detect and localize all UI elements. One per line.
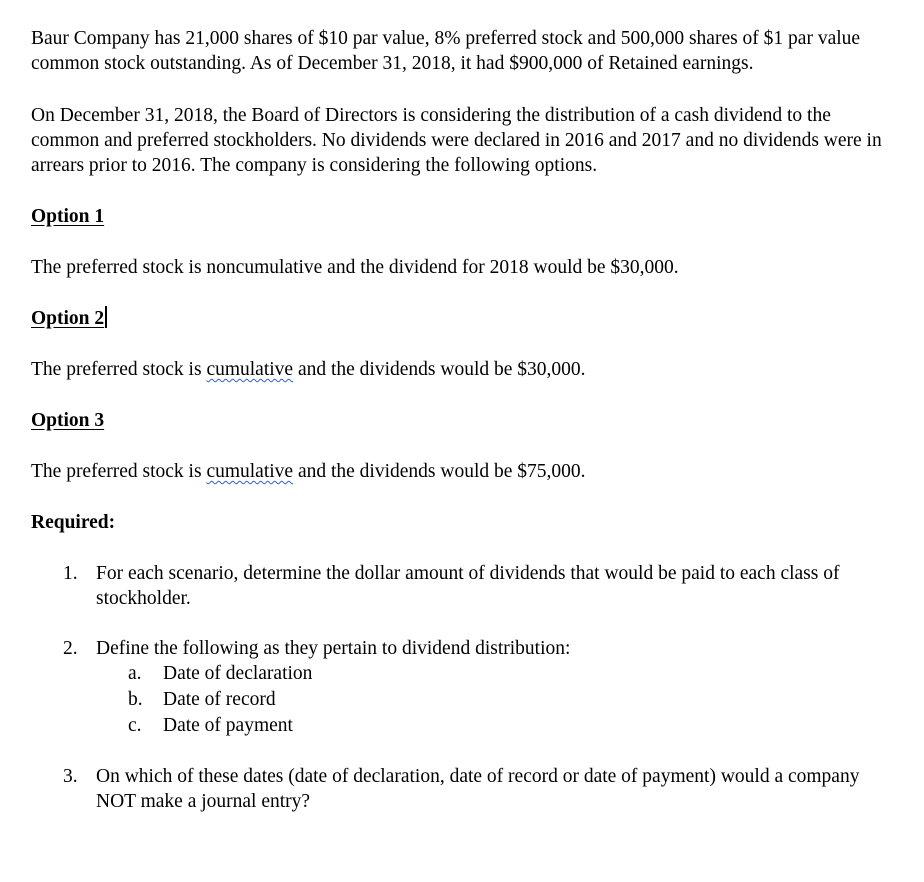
option-3-text [31,459,893,484]
spellcheck-flagged-word[interactable]: cumulative [206,461,294,482]
required-item-1 [31,561,893,611]
required-item-2 [31,636,893,739]
sub-item-b-text: Date of record [163,689,276,710]
required-item-3-text: On which of these dates (date of declaration, date of record or date of payment) would a company NOT make a journal entry? [96,766,860,812]
sub-item-a-text: Date of declaration [163,663,313,684]
required-item-2-text: Define the following as they pertain to dividend distribution: [96,638,571,659]
required-list [31,561,893,814]
option-1-text: The preferred stock is noncumulative and the dividend for 2018 would be $30,000. [31,257,679,278]
spellcheck-flagged-word[interactable]: cumulative [206,359,294,380]
list-letter: a. [128,663,142,684]
option-1-heading: Option 1 [31,206,105,227]
list-letter: c. [128,715,142,736]
option-2-heading: Option 2 [31,308,105,329]
sub-item-a [96,661,893,687]
intro-paragraph: Baur Company has 21,000 shares of $10 par value, 8% preferred stock and 500,000 shares of $1 par value common stock outstanding. As of December 31, 2018, it had $900,000 of Retained earnings. [31,28,861,74]
list-letter: b. [128,689,143,710]
option-3-heading: Option 3 [31,410,105,431]
sub-item-b [96,687,893,713]
date-definitions-list [96,661,893,739]
document-body[interactable] [31,26,893,814]
text-cursor [105,306,107,328]
required-item-1-text: For each scenario, determine the dollar amount of dividends that would be paid to each class of stockholder. [96,563,840,609]
context-paragraph: On December 31, 2018, the Board of Directors is considering the distribution of a cash dividend to the common and preferred stockholders. No dividends were declared in 2016 and 2017 and no dividends were in arrears prior to 2016. The company is considering the following options. [31,105,882,176]
required-heading: Required: [31,512,116,533]
option-2-text [31,357,893,382]
option-3-text-after: and the dividends would be $75,000. [293,461,586,482]
option-2-text-before: The preferred stock is [31,359,207,380]
list-number: 3. [63,766,78,787]
list-number: 2. [63,638,78,659]
list-number: 1. [63,563,78,584]
option-2-heading-line [31,306,893,331]
sub-item-c [96,713,893,739]
required-item-3 [31,764,893,814]
option-3-text-before: The preferred stock is [31,461,207,482]
option-2-text-after: and the dividends would be $30,000. [293,359,586,380]
sub-item-c-text: Date of payment [163,715,293,736]
